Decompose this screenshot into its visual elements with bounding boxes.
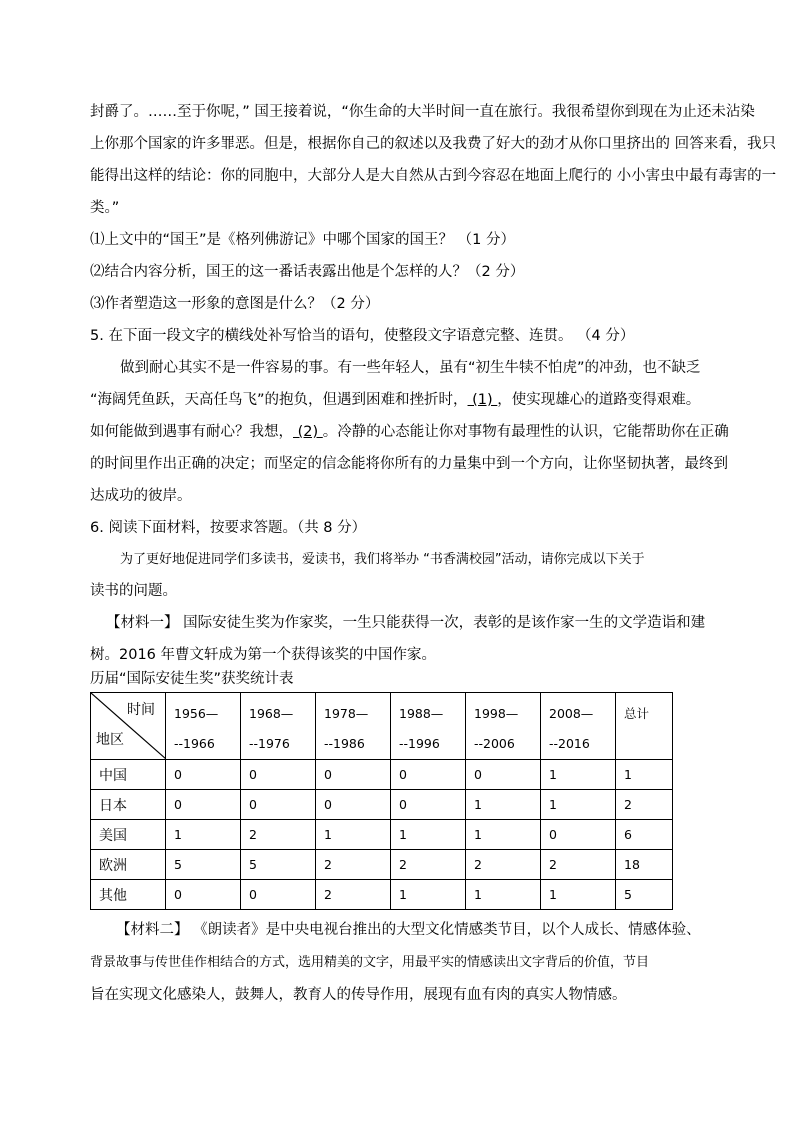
- question-5-text: 如何能做到遇事有耐心？我想， (2) 。冷静的心态能让你对事物有最理性的认识，它能帮助你在正确: [90, 424, 729, 440]
- question-4-1: ⑴上文中的“国王”是《格列佛游记》中哪个国家的国王？ （1 分）: [90, 232, 515, 248]
- value-cell: 1: [391, 880, 466, 910]
- corner-cell: [91, 693, 166, 760]
- passage-line: 封爵了。……至于你呢，” 国王接着说，“你生命的大半时间一直在旅行。我很希望你到现在为止还未沾染: [90, 104, 755, 120]
- total-header: 总计: [616, 693, 673, 760]
- table-row: [91, 850, 673, 880]
- material-1: 【材料一】 国际安徒生奖为作家奖，一生只能获得一次，表彰的是该作家一生的文学造诣和建: [106, 615, 706, 631]
- question-4-2: ⑵结合内容分析，国王的这一番话表露出他是个怎样的人？（2 分）: [90, 264, 525, 280]
- question-5-text: “海阔凭鱼跃，天高任鸟飞”的抱负，但遇到困难和挫折时， (1) ，使实现雄心的道路变得艰难。: [90, 392, 701, 408]
- question-4-3: ⑶作者塑造这一形象的意图是什么？（2 分）: [90, 296, 380, 312]
- value-cell: 2: [316, 880, 391, 910]
- material-1: 树。2016 年曹文轩成为第一个获得该奖的中国作家。: [90, 647, 437, 663]
- period-header: 1988— --1996: [391, 693, 466, 760]
- value-cell: 5: [166, 850, 241, 880]
- total-cell: 5: [616, 880, 673, 910]
- total-cell: 6: [616, 820, 673, 850]
- material-2: 旨在实现文化感染人，鼓舞人，教育人的传导作用，展现有血有肉的真实人物情感。: [90, 987, 627, 1003]
- period-header: 1968— --1976: [241, 693, 316, 760]
- region-cell: 美国: [91, 820, 166, 850]
- value-cell: 0: [166, 880, 241, 910]
- value-cell: 0: [241, 760, 316, 790]
- table-row: [91, 790, 673, 820]
- question-5-title: 5. 在下面一段文字的横线处补写恰当的语句，使整段文字语意完整、连贯。 （4 分）: [90, 328, 635, 344]
- period-header: 2008— --2016: [541, 693, 616, 760]
- region-cell: 日本: [91, 790, 166, 820]
- award-statistics-table: [90, 692, 673, 910]
- total-cell: 1: [616, 760, 673, 790]
- value-cell: 0: [316, 790, 391, 820]
- total-cell: 2: [616, 790, 673, 820]
- passage-line: 能得出这样的结论：你的同胞中，大部分人是大自然从古到今容忍在地面上爬行的 小小害虫中最有毒害的一: [90, 168, 777, 184]
- value-cell: 2: [316, 850, 391, 880]
- corner-region: 地区: [96, 732, 124, 748]
- value-cell: 1: [316, 820, 391, 850]
- material-2: 【材料二】 《朗读者》是中央电视台推出的大型文化情感类节目，以个人成长、情感体验、: [116, 922, 701, 938]
- value-cell: 2: [541, 850, 616, 880]
- table-row: [91, 820, 673, 850]
- period-header: 1998— --2006: [466, 693, 541, 760]
- value-cell: 0: [391, 790, 466, 820]
- value-cell: 1: [541, 760, 616, 790]
- value-cell: 1: [541, 880, 616, 910]
- table-row: [91, 880, 673, 910]
- corner-time: 时间: [127, 702, 155, 718]
- value-cell: 0: [316, 760, 391, 790]
- question-6-intro: 读书的问题。: [90, 583, 177, 599]
- value-cell: 1: [166, 820, 241, 850]
- value-cell: 2: [391, 850, 466, 880]
- total-cell: 18: [616, 850, 673, 880]
- question-5-text: 的时间里作出正确的决定；而坚定的信念能将你所有的力量集中到一个方向，让你坚韧执著，最终到: [90, 456, 728, 472]
- value-cell: 1: [466, 880, 541, 910]
- value-cell: 0: [166, 760, 241, 790]
- value-cell: 0: [241, 790, 316, 820]
- value-cell: 0: [391, 760, 466, 790]
- value-cell: 0: [466, 760, 541, 790]
- value-cell: 0: [541, 820, 616, 850]
- value-cell: 5: [241, 850, 316, 880]
- period-header: 1956— --1966: [166, 693, 241, 760]
- value-cell: 2: [466, 850, 541, 880]
- value-cell: 0: [166, 790, 241, 820]
- question-5-text: 达成功的彼岸。: [90, 488, 192, 504]
- value-cell: 2: [241, 820, 316, 850]
- question-6-intro: 为了更好地促进同学们多读书，爱读书，我们将举办 “书香满校园”活动，请你完成以下关于: [120, 552, 645, 567]
- value-cell: 1: [466, 790, 541, 820]
- value-cell: 1: [466, 820, 541, 850]
- passage-line: 类。”: [90, 200, 120, 216]
- value-cell: 1: [541, 790, 616, 820]
- blank-2[interactable]: (2): [293, 424, 323, 440]
- table-row: [91, 760, 673, 790]
- period-header: 1978— --1986: [316, 693, 391, 760]
- table-header-row: [91, 693, 673, 760]
- question-6-title: 6. 阅读下面材料，按要求答题。（共 8 分）: [90, 520, 367, 536]
- region-cell: 其他: [91, 880, 166, 910]
- table-title: 历届“国际安徒生奖”获奖统计表: [90, 671, 294, 687]
- blank-1[interactable]: (1): [467, 392, 498, 408]
- passage-line: 上你那个国家的许多罪恶。但是，根据你自己的叙述以及我费了好大的劲才从你口里挤出的 回答来看，我只: [90, 136, 777, 152]
- region-cell: 欧洲: [91, 850, 166, 880]
- material-2: 背景故事与传世佳作相结合的方式，选用精美的文字，用最平实的情感读出文字背后的价值，节目: [90, 955, 650, 970]
- region-cell: 中国: [91, 760, 166, 790]
- value-cell: 0: [241, 880, 316, 910]
- question-5-text: 做到耐心其实不是一件容易的事。有一些年轻人，虽有“初生牛犊不怕虎”的冲劲，也不缺乏: [120, 360, 701, 376]
- value-cell: 1: [391, 820, 466, 850]
